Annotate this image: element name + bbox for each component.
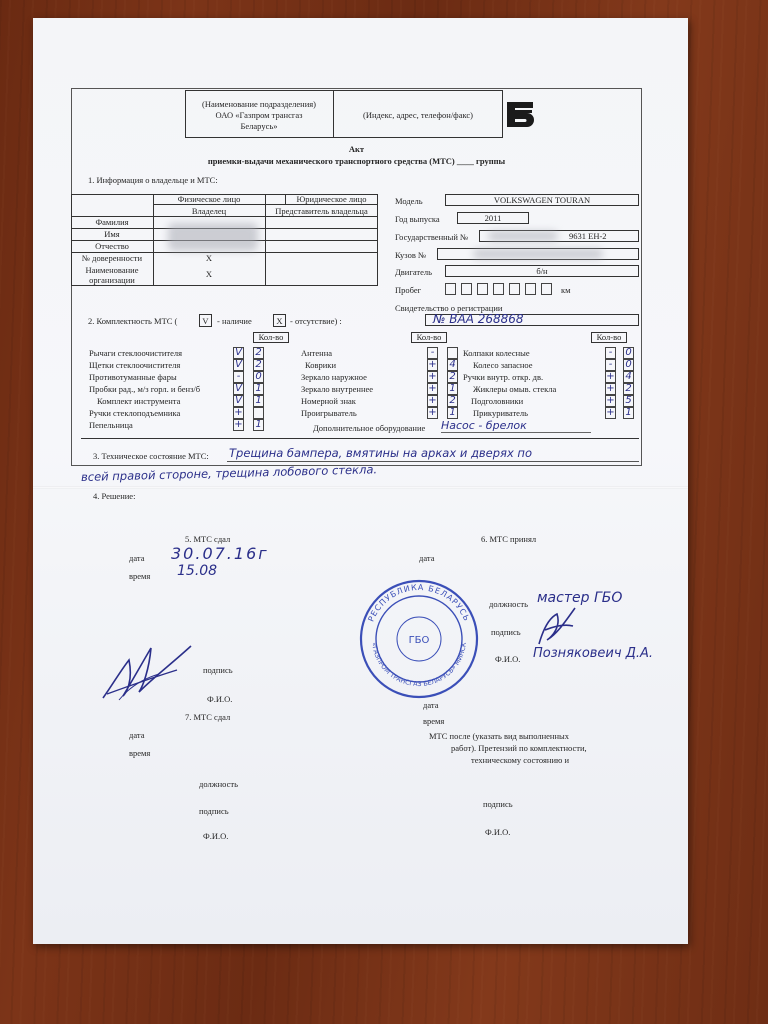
section7-sign-label: подпись [199, 806, 229, 816]
kit-mark: + [606, 371, 615, 382]
kit-mark: + [234, 419, 243, 430]
kit-mark: + [428, 359, 437, 370]
company-logo [503, 96, 539, 132]
cert-label: Свидетельство о регистрации [395, 303, 503, 313]
paper-fold [33, 486, 688, 489]
svg-text:РЕСПУБЛИКА БЕЛАРУСЬ: РЕСПУБЛИКА БЕЛАРУСЬ [366, 582, 472, 624]
accept-fio-label: Ф.И.О. [495, 654, 521, 664]
company-seal [358, 578, 480, 700]
section7-heading: 7. МТС сдал [185, 712, 231, 722]
model-value: VOLKSWAGEN TOURAN [493, 195, 591, 205]
section8-after-line2: работ). Претензий по комплектности, [451, 743, 587, 753]
kit-item: Щетки стеклоочистителя [89, 360, 181, 370]
col-owner: Владелец [191, 206, 227, 216]
qty-header-1: Кол-во [258, 332, 284, 342]
kit-item: Пепельница [89, 420, 133, 430]
handover-sign-label: подпись [203, 665, 233, 675]
absent-mark: X [276, 316, 283, 326]
division-label: (Наименование подразделения) [202, 99, 316, 109]
kit-qty: 0 [625, 347, 632, 358]
kit-mark: + [428, 395, 437, 406]
kit-mark: - [608, 347, 613, 358]
kit-mark: V [235, 359, 242, 370]
section6-heading: 6. МТС принял [481, 534, 537, 544]
mileage-label: Пробег [395, 285, 422, 295]
address-label: (Индекс, адрес, телефон/факс) [363, 110, 473, 120]
present-mark: V [202, 316, 209, 326]
row-name: Имя [104, 229, 120, 239]
kit-item: Пробки рад., м/з горл. и бенз/б [89, 384, 201, 394]
col-physical: Физическое лицо [177, 194, 241, 204]
kit-mark: + [428, 407, 437, 418]
tech-condition-line2: всей правой стороне, трещина лобового стекла. [80, 462, 378, 484]
kit-item: Подголовники [471, 396, 524, 406]
extra-equipment-value: Насос - брелок [441, 419, 527, 432]
kit-item: Зеркало наружное [301, 372, 367, 382]
redacted-reg [488, 231, 558, 241]
kit-mark: + [234, 407, 243, 418]
qty-header-2: Кол-во [416, 332, 442, 342]
kit-qty: 2 [449, 395, 456, 406]
kit-qty: 4 [625, 371, 632, 382]
accept-position-value: мастер ГБО [537, 590, 623, 606]
section7-time-label: время [129, 748, 151, 758]
section8-after-line3: техническому состоянию и [471, 755, 570, 765]
kit-mark: - [608, 359, 613, 370]
accept-fio-value: Позняковеич Д.А. [533, 646, 654, 661]
kit-qty: 1 [255, 383, 262, 394]
year-label: Год выпуска [395, 214, 440, 224]
kit-item: Комплект инструмента [97, 396, 181, 406]
kit-item: Ручки стеклоподъемника [89, 408, 181, 418]
handover-fio-label: Ф.И.О. [207, 694, 233, 704]
handover-signature [99, 640, 199, 702]
kit-item: Зеркало внутреннее [301, 384, 374, 394]
absent-label: - отсутствие) : [290, 316, 342, 326]
redacted-owner-name [168, 223, 258, 251]
kit-mark: - [430, 347, 435, 358]
kit-qty: 0 [625, 359, 632, 370]
accept-signature [535, 604, 579, 648]
proxy-x-mark: X [205, 253, 213, 263]
accept-date-label: дата [419, 553, 435, 563]
company-line2: Беларусь» [240, 121, 278, 131]
section8-time-label: время [423, 716, 445, 726]
col-legal: Юридическое лицо [296, 194, 367, 204]
section4-heading: 4. Решение: [93, 491, 136, 501]
section8-after-line1: МТС после (указать вид выполненных [429, 731, 569, 741]
handover-time-label: время [129, 571, 151, 581]
section2-heading: 2. Комплектность МТС ( [88, 316, 178, 326]
row-patronymic: Отчество [95, 241, 129, 251]
col-representative: Представитель владельца [275, 206, 368, 216]
kit-item: Ручки внутр. откр. дв. [463, 372, 544, 382]
mileage-unit: км [561, 285, 571, 295]
accept-sign-label: подпись [491, 627, 521, 637]
section8-date-label: дата [423, 700, 439, 710]
kit-mark: + [606, 395, 615, 406]
kit-item: Рычаги стеклоочистителя [89, 348, 183, 358]
section7-fio-label: Ф.И.О. [203, 831, 229, 841]
section8-fio-label: Ф.И.О. [485, 827, 511, 837]
kit-mark: V [235, 383, 242, 394]
kit-mark: - [236, 371, 241, 382]
section7-position-label: должность [199, 779, 238, 789]
kit-item: Проигрыватель [301, 408, 357, 418]
extra-equipment-label: Дополнительное оборудование [313, 423, 426, 433]
engine-label: Двигатель [395, 267, 433, 277]
kit-qty: 2 [449, 371, 456, 382]
kit-mark: + [606, 407, 615, 418]
act-title: Акт [348, 144, 365, 154]
section1-heading: 1. Информация о владельце и МТС: [88, 175, 218, 185]
kit-item: Колпаки колесные [463, 348, 530, 358]
kit-item: Противотуманные фары [89, 372, 177, 382]
reg-number-value: 9631 ЕН-2 [569, 231, 607, 241]
kit-mark: V [235, 347, 242, 358]
accept-position-label: должность [489, 599, 528, 609]
row-proxy: № доверенности [81, 253, 143, 263]
kit-item: Антенна [301, 348, 333, 358]
kit-qty: 2 [625, 383, 632, 394]
svg-text:ГБО: ГБО [408, 635, 430, 646]
section7-date-label: дата [129, 730, 145, 740]
kit-item: Колесо запасное [473, 360, 533, 370]
handover-date-value: 30.07.16г [171, 544, 269, 563]
kit-mark: + [428, 383, 437, 394]
kit-item: Номерной знак [301, 396, 356, 406]
redacted-body [473, 249, 603, 259]
act-subtitle: приемки-выдачи механического транспортного средства (МТС) ____ группы [207, 156, 506, 166]
kit-qty: 2 [255, 359, 262, 370]
kit-qty: 1 [449, 383, 456, 394]
kit-item: Прикуриватель [473, 408, 529, 418]
kit-mark: + [428, 371, 437, 382]
kit-item: Жиклеры омыв. стекла [473, 384, 557, 394]
kit-qty: 2 [255, 347, 262, 358]
kit-qty: 0 [255, 371, 262, 382]
row-surname: Фамилия [95, 217, 129, 227]
row-organization: Наименование организации [85, 265, 139, 285]
section8-sign-label: подпись [483, 799, 513, 809]
cert-value: № ВАА 268868 [433, 312, 524, 326]
handover-date-label: дата [129, 553, 145, 563]
section5-heading: 5. МТС сдал [185, 534, 231, 544]
model-label: Модель [395, 196, 423, 206]
qty-header-3: Кол-во [596, 332, 622, 342]
engine-value: б/н [536, 266, 548, 276]
kit-qty: 1 [255, 395, 262, 406]
present-label: - наличие [217, 316, 252, 326]
tech-condition-line1: Трещина бампера, вмятины на арках и дверях по [229, 446, 532, 460]
body-number-label: Кузов № [395, 250, 427, 260]
kit-qty: 5 [625, 395, 632, 406]
organization-x-mark: X [205, 269, 213, 279]
kit-mark: + [606, 383, 615, 394]
kit-qty: 4 [449, 359, 456, 370]
svg-text:«ГАЗПРОМ ТРАНСГАЗ БЕЛАРУСЬ» М: «ГАЗПРОМ ТРАНСГАЗ БЕЛАРУСЬ» МИНСК [370, 641, 468, 689]
kit-qty: 1 [449, 407, 456, 418]
kit-qty: 1 [255, 419, 262, 430]
reg-number-label: Государственный № [395, 232, 469, 242]
kit-item: Коврики [305, 360, 336, 370]
year-value: 2011 [484, 213, 502, 223]
handover-time-value: 15.08 [177, 563, 218, 579]
kit-qty: 1 [625, 407, 632, 418]
company-line1: ОАО «Газпром трансгаз [215, 110, 303, 120]
act-document [33, 18, 688, 944]
kit-mark: V [235, 395, 242, 406]
section3-heading: 3. Техническое состояние МТС: [93, 451, 209, 461]
